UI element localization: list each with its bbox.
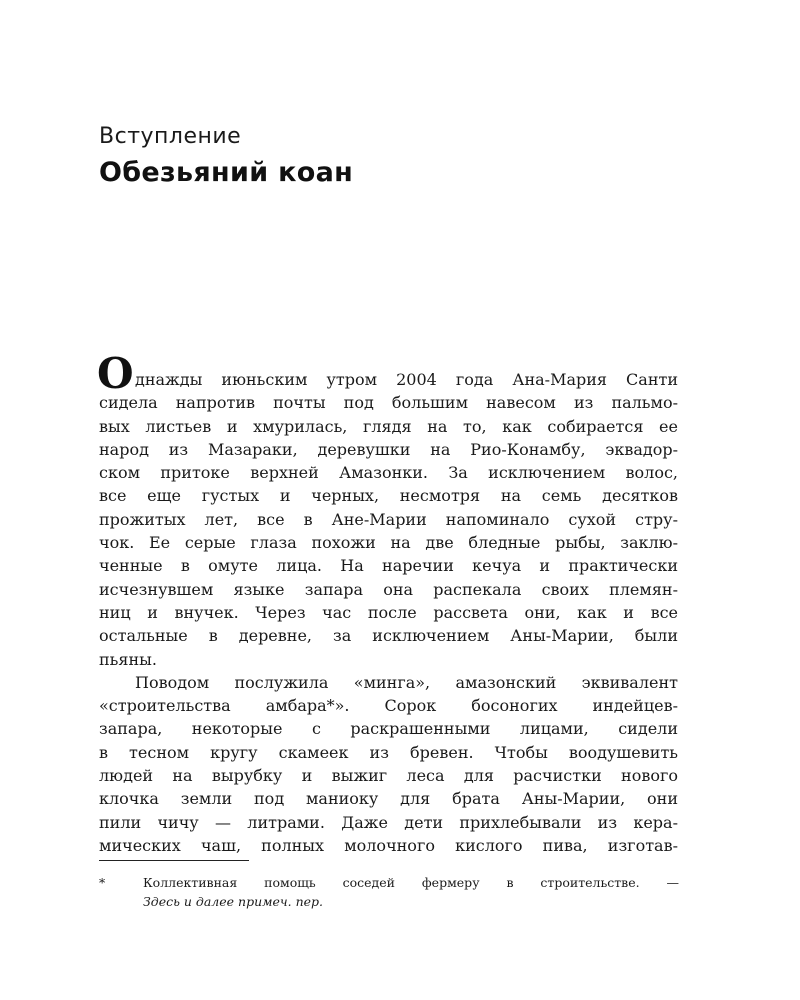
text-line: чок. Ее серые глаза похожи на две бледные рыбы, заклю- xyxy=(99,533,678,553)
text-line: ченные в омуте лица. На наречии кечуа и практически xyxy=(99,556,678,576)
text-line: клочка земли под маниоку для брата Аны-Марии, они xyxy=(99,789,678,809)
body-text xyxy=(97,349,678,857)
text-line: пили чичу — литрами. Даже дети прихлебывали из кера- xyxy=(99,812,678,832)
footnote-mark: * xyxy=(99,875,106,890)
text-line: Поводом послужила «минга», амазонский эквивалент xyxy=(135,672,678,692)
text-line: ском притоке верхней Амазонки. За исключением волос, xyxy=(99,463,678,483)
text-line: мических чаш, полных молочного кислого пива, изготав- xyxy=(99,835,678,855)
text-line xyxy=(97,349,678,398)
text-line: прожитых лет, все в Ане-Марии напоминало сухой стру- xyxy=(99,509,678,529)
text-line: все еще густых и черных, несмотря на семь десятков xyxy=(99,486,678,506)
text-line: людей на вырубку и выжиг леса для расчистки нового xyxy=(99,766,678,786)
text-line: пьяны. xyxy=(99,649,157,669)
text-line: ниц и внучек. Через час после рассвета они, как и все xyxy=(99,602,678,622)
text-line: народ из Мазараки, деревушки на Рио-Конамбу, эквадор- xyxy=(99,439,678,459)
text-line: исчезнувшем языке запара она распекала своих племян- xyxy=(99,579,678,599)
footnote-divider xyxy=(99,860,249,861)
footnote xyxy=(99,873,679,911)
text-line: вых листьев и хмурилась, глядя на то, как собирается ее xyxy=(99,416,678,436)
chapter-label: Вступление xyxy=(99,124,242,149)
text-line: сидела напротив почты под большим навесом из пальмо- xyxy=(99,393,678,413)
text-line: остальные в деревне, за исключением Аны-Марии, были xyxy=(99,626,678,646)
text-line: в тесном кругу скамеек из бревен. Чтобы воодушевить xyxy=(99,742,678,762)
text-line-content: днажды июньским утром 2004 года Ана-Мария Санти xyxy=(135,370,678,389)
footnote-text: Коллективная помощь соседей фермеру в строительстве. — xyxy=(143,875,679,890)
drop-cap: О xyxy=(97,349,134,398)
chapter-title: Обезьяний коан xyxy=(99,157,354,188)
text-line: «строительства амбара*». Сорок босоногих индейцев- xyxy=(99,696,678,716)
footnote-note: Здесь и далее примеч. пер. xyxy=(143,894,324,909)
text-line: запара, некоторые с раскрашенными лицами, сидели xyxy=(99,719,678,739)
footnote-body xyxy=(143,873,679,911)
